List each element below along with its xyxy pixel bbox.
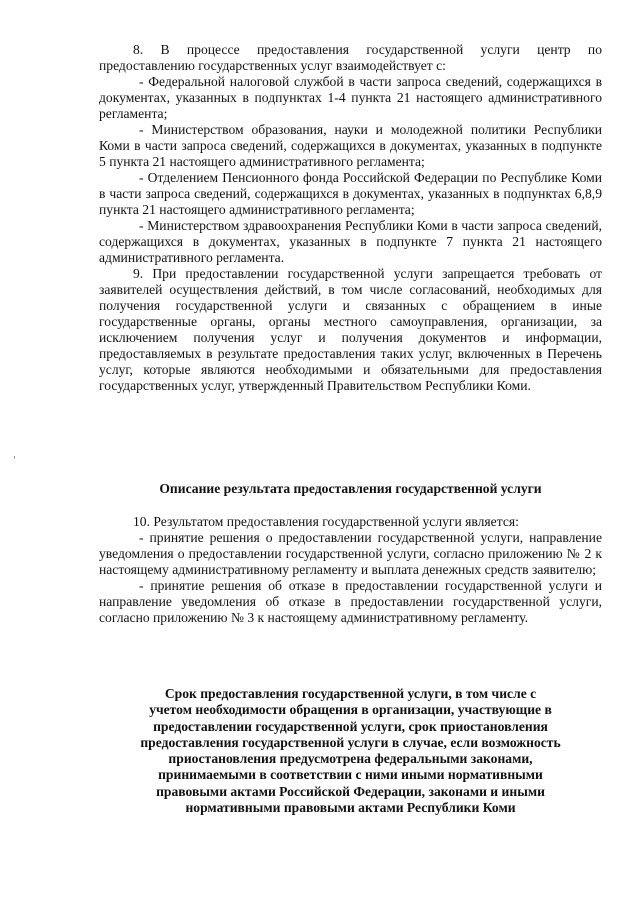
heading-term-line: приостановления предусмотрена федеральными законами, <box>168 751 533 767</box>
section-interaction <box>99 42 602 394</box>
heading-service-term <box>99 686 602 816</box>
paragraph-8: 8. В процессе предоставления государственной услуги центр по предоставлению государственных услуг взаимодействует с: <box>99 42 602 73</box>
scan-margin-mark <box>14 456 15 459</box>
list-item-decision-grant: - принятие решения о предоставлении государственной услуги, направление уведомления о предоставлении государственной услуги, согласно приложению № 2 к настоящему административному регламенту и выплата денежных средств заявителю; <box>99 530 602 577</box>
list-item-ministry-education: - Министерством образования, науки и молодежной политики Республики Коми в части запроса сведений, содержащихся в документах, указанных в подпункте 5 пункта 21 настоящего административного регламента; <box>99 122 602 169</box>
list-item-decision-refusal: - принятие решения об отказе в предоставлении государственной услуги и направление уведомления об отказе в предоставлении государственной услуги, согласно приложению № 3 к настоящему административному регламенту. <box>99 578 602 625</box>
heading-result-description: Описание результата предоставления государственной услуги <box>159 481 542 496</box>
heading-term-line: нормативными правовыми актами Республики Коми <box>185 800 516 816</box>
list-item-tax-service: - Федеральной налоговой службой в части запроса сведений, содержащихся в документах, указанных в подпунктах 1-4 пункта 21 настоящего административного регламента; <box>99 74 602 121</box>
paragraph-10: 10. Результатом предоставления государственной услуги является: <box>133 514 519 529</box>
heading-term-line: предоставлении государственной услуги, срок приостановления <box>153 718 548 734</box>
paragraph-9: 9. При предоставлении государственной услуги запрещается требовать от заявителей осуществления действий, в том числе согласований, необходимых для получения государственной услуги и связанных с обращением в иные государственные органы, органы местного самоуправления, организации, за исключением получения услуг и получения документов и информации, предоставляемых в результате предоставления таких услуг, включенных в Перечень услуг, которые являются необходимыми и обязательными для предоставления государственных услуг, утвержденный Правительством Республики Коми. <box>99 266 602 393</box>
heading-term-line: принимаемыми в соответствии с ними иными нормативными <box>158 767 543 783</box>
list-item-pension-fund: - Отделением Пенсионного фонда Российской Федерации по Республике Коми в части запроса сведений, содержащихся в документах, указанных в подпунктах 6,8,9 пункта 21 настоящего административного регламента; <box>99 170 602 217</box>
list-item-ministry-health: - Министерством здравоохранения Республики Коми в части запроса сведений, содержащихся в документах, указанных в подпункте 7 пункта 21 настоящего административного регламента. <box>99 218 602 265</box>
heading-term-line: Срок предоставления государственной услуги, в том числе с <box>164 686 537 701</box>
heading-term-line: учетом необходимости обращения в организации, участвующие в <box>149 702 552 718</box>
section-result <box>99 514 602 626</box>
heading-term-line: правовыми актами Российской Федерации, законами и иными <box>156 783 545 799</box>
heading-term-line: предоставления государственной услуги в случае, если возможность <box>140 734 561 750</box>
